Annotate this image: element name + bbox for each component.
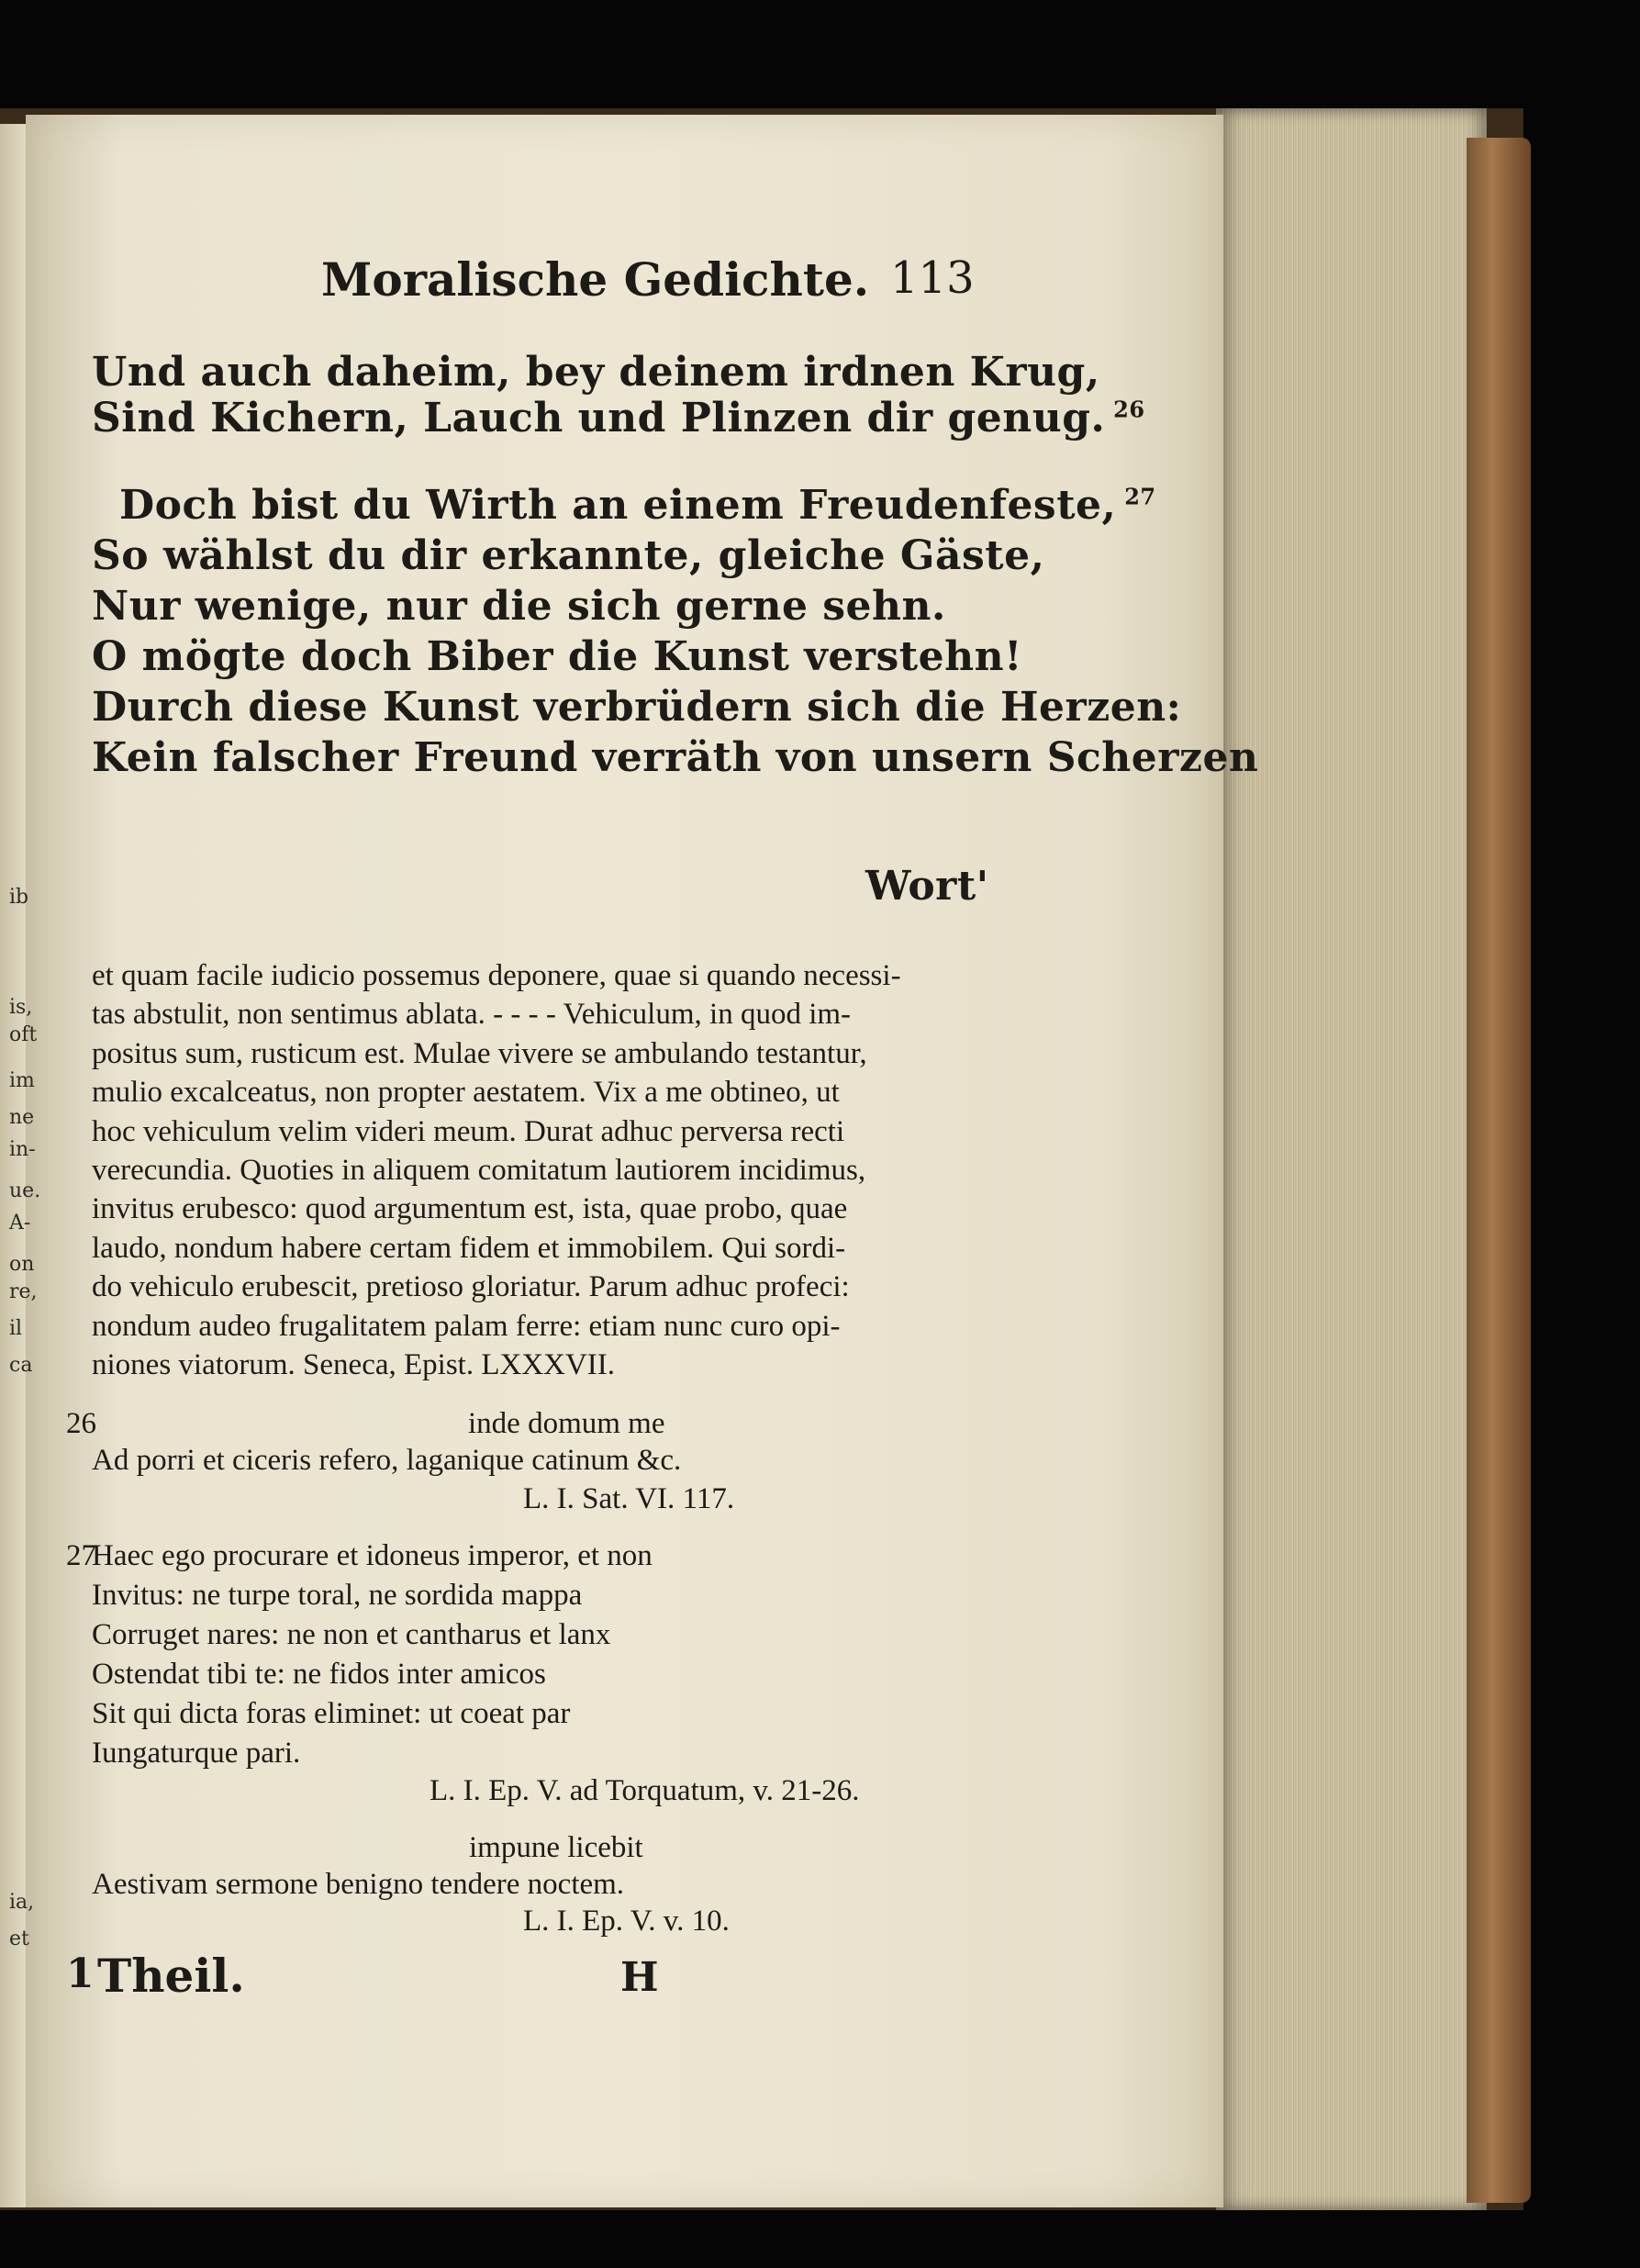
margin-fragment: re,: [9, 1280, 38, 1303]
margin-fragment: A-: [9, 1212, 31, 1235]
margin-fragment: ib: [9, 886, 29, 909]
note-27-line: Ostendat tibi te: ne fidos inter amicos: [92, 1658, 546, 1691]
footnote-mark: 27: [1116, 483, 1156, 510]
margin-fragment: oft: [9, 1023, 38, 1046]
seneca-line: do vehiculo erubescit, pretioso gloriatur. Parum adhuc profeci:: [92, 1270, 850, 1304]
margin-fragment: on: [9, 1253, 35, 1276]
note-27-source: L. I. Ep. V. ad Torquatum, v. 21-26.: [430, 1774, 860, 1807]
seneca-line: verecundia. Quoties in aliquem comitatum lautiorem incidimus,: [92, 1154, 866, 1187]
poem-line: Sind Kichern, Lauch und Plinzen dir genug. $^{26}$: [92, 395, 1145, 441]
margin-fragment: ca: [9, 1354, 33, 1377]
margin-fragment: ue.: [9, 1179, 41, 1202]
margin-fragment: ia,: [9, 1891, 35, 1914]
book-page: [9, 115, 1259, 2207]
poem-line: Durch diese Kunst verbrüdern sich die Herzen:: [92, 684, 1182, 731]
seneca-line: hoc vehiculum velim videri meum. Durat adhuc perversa recti: [92, 1114, 845, 1148]
note-27-line: Corruget nares: ne non et cantharus et lanx: [92, 1618, 611, 1651]
leather-cover-edge: [1467, 138, 1531, 2203]
margin-fragment: et: [9, 1927, 29, 1950]
footnote-mark: 26: [1105, 396, 1145, 423]
running-title: Moralische Gedichte.: [321, 252, 870, 307]
seneca-line: laudo, nondum habere certam fidem et immobilem. Qui sordi-: [92, 1231, 846, 1265]
seneca-line: niones viatorum. Seneca, Epist. LXXXVII.: [92, 1348, 616, 1381]
seneca-line: nondum audeo frugalitatem palam ferre: etiam nunc curo opi-: [92, 1309, 841, 1343]
note-27-line: Invitus: ne turpe toral, ne sordida mappa: [92, 1579, 583, 1612]
seneca-line: mulio excalceatus, non propter aestatem. Vix a me obtineo, ut: [92, 1076, 840, 1110]
seneca-line: et quam facile iudicio possemus deponere, quae si quando necessi-: [92, 959, 901, 992]
note-27-line: Haec ego procurare et idoneus imperor, et non: [92, 1539, 653, 1572]
poem-line: Doch bist du Wirth an einem Freudenfeste, $^{27}$: [119, 482, 1156, 529]
signature-word: Theil.: [97, 1949, 245, 2003]
poem-line: Und auch daheim, bey deinem irdnen Krug,: [92, 349, 1100, 396]
margin-fragment: in-: [9, 1138, 36, 1161]
poem-line: O mögte doch Biber die Kunst verstehn!: [92, 633, 1022, 680]
page-block-edge: [1216, 108, 1487, 2210]
note-26-number: 26: [66, 1407, 96, 1440]
note-27-extra-source: L. I. Ep. V. v. 10.: [523, 1905, 730, 1938]
margin-fragment: is,: [9, 996, 33, 1019]
signature-number: 1: [66, 1950, 95, 1997]
seneca-line: positus sum, rusticum est. Mulae vivere se ambulando testantur,: [92, 1036, 867, 1070]
signature-mark: H: [620, 1954, 659, 2001]
poem-line: Kein falscher Freund verräth von unsern Scherzen: [92, 734, 1259, 781]
note-27-extra-line1: impune licebit: [469, 1831, 643, 1864]
catchword: Wort': [865, 863, 989, 910]
margin-fragment: ne: [9, 1106, 35, 1129]
note-27-extra-line2: Aestivam sermone benigno tendere noctem.: [92, 1868, 625, 1901]
margin-fragment: im: [9, 1069, 35, 1092]
note-27-number: 27: [66, 1539, 96, 1572]
note-26-source: L. I. Sat. VI. 117.: [523, 1482, 735, 1515]
page-number: 113: [890, 252, 975, 304]
poem-line: Nur wenige, nur die sich gerne sehn.: [92, 583, 946, 630]
seneca-line: invitus erubesco: quod argumentum est, ista, quae probo, quae: [92, 1192, 848, 1226]
poem-line: So wählst du dir erkannte, gleiche Gäste,: [92, 532, 1045, 579]
note-27-line: Sit qui dicta foras eliminet: ut coeat par: [92, 1697, 571, 1730]
note-26-line2: Ad porri et ciceris refero, laganique catinum &c.: [92, 1444, 682, 1477]
margin-fragment: il: [9, 1317, 23, 1340]
seneca-line: tas abstulit, non sentimus ablata. - - - - Vehiculum, in quod im-: [92, 998, 852, 1032]
note-27-line: Iungaturque pari.: [92, 1737, 301, 1770]
note-26-line1: inde domum me: [468, 1407, 665, 1440]
